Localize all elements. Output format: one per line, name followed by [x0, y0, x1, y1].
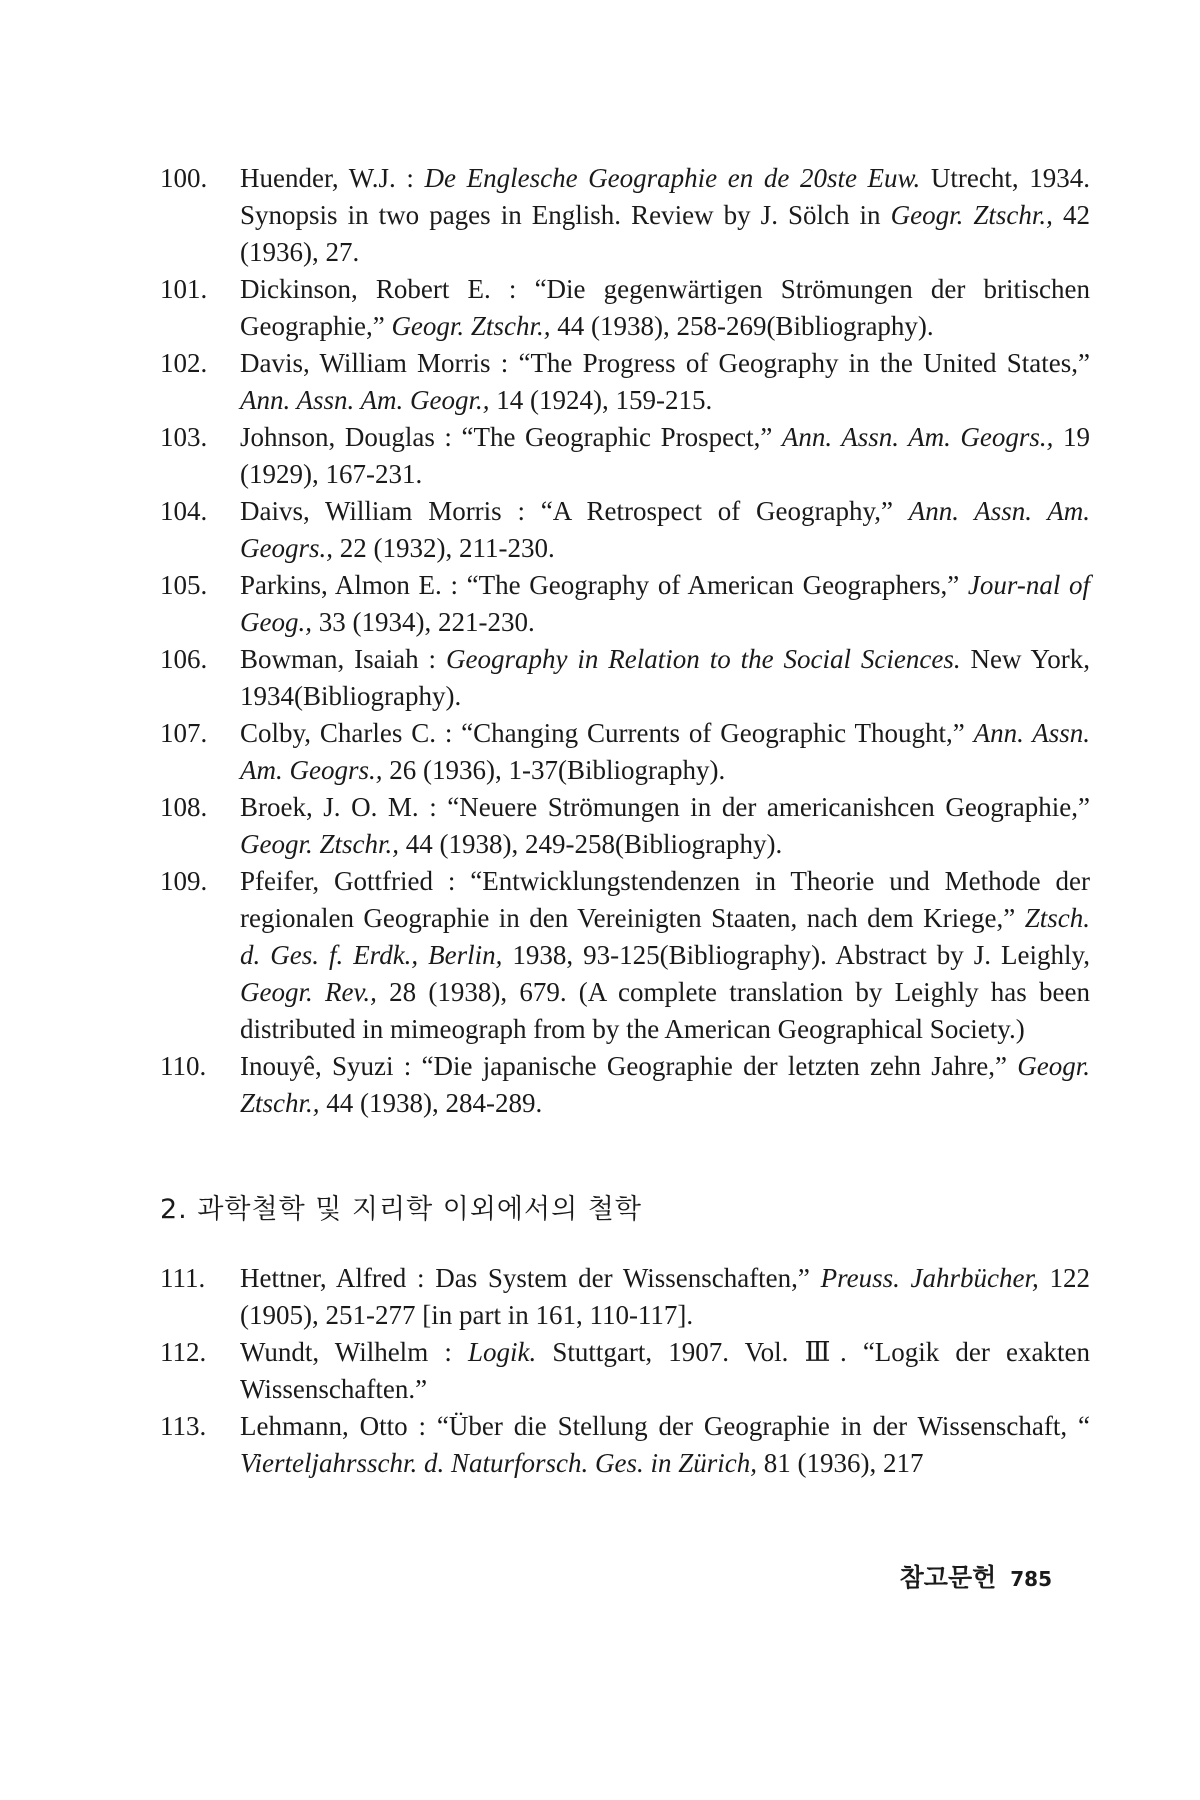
reference-segment: 44 (1938), 258-269(Bibliography).: [550, 311, 934, 341]
reference-segment: 26 (1936), 1-37(Bibliography).: [382, 755, 726, 785]
reference-entry: [160, 715, 1090, 789]
page-number: 785: [1010, 1567, 1052, 1591]
reference-italic-segment: Geogr. Ztschr.,: [890, 200, 1053, 230]
section-heading: 2. 과학철학 및 지리학 이외에서의 철학: [160, 1194, 642, 1225]
reference-number: 104.: [160, 496, 208, 526]
reference-segment: Inouyê, Syuzi : “Die japanische Geographie der letzten zehn Jahre,”: [240, 1051, 1018, 1081]
reference-segment: 44 (1938), 284-289.: [319, 1088, 543, 1118]
reference-list-top: [160, 160, 1090, 1122]
reference-italic-segment: Geogr. Ztschr.,: [391, 311, 551, 341]
reference-segment: 33 (1934), 221-230.: [311, 607, 535, 637]
reference-number: 108.: [160, 792, 208, 822]
reference-text: [240, 493, 1090, 567]
reference-entry: [160, 863, 1090, 1048]
reference-list-bottom: [160, 1260, 1090, 1482]
reference-text: [240, 567, 1090, 641]
reference-entry: [160, 160, 1090, 271]
reference-segment: Daivs, William Morris : “A Retrospect of Geography,”: [240, 496, 909, 526]
reference-text: [240, 271, 1090, 345]
reference-italic-segment: Ann. Assn. Am. Geogrs.,: [781, 422, 1054, 452]
reference-segment: Broek, J. O. M. : “Neuere Strömungen in der americanishcen Geographie,”: [240, 792, 1090, 822]
reference-segment: 1938, 93-125(Bibliography). Abstract by J. Leighly,: [502, 940, 1090, 970]
reference-segment: 122 (1905), 251-277 [in part in 161, 110-117].: [240, 1263, 1090, 1330]
reference-entry: [160, 1260, 1090, 1334]
reference-text: [240, 1408, 1090, 1482]
reference-segment: Utrecht, 1934. Synopsis in two pages in English. Review by J. Sölch in: [240, 163, 1091, 230]
reference-number: 102.: [160, 348, 208, 378]
reference-italic-segment: Ann. Assn. Am. Geogr.,: [240, 385, 490, 415]
reference-segment: Dickinson, Robert E. : “Die gegenwärtigen Strömungen der britischen Geographie,”: [240, 274, 1090, 341]
reference-number: 106.: [160, 644, 208, 674]
reference-text: [240, 345, 1090, 419]
reference-segment: Wundt, Wilhelm :: [240, 1337, 468, 1367]
reference-italic-segment: Geography in Relation to the Social Sciences.: [445, 644, 961, 674]
reference-segment: Lehmann, Otto : “Über die Stellung der Geographie in der Wissenschaft, “: [240, 1411, 1090, 1441]
reference-text: [240, 789, 1090, 863]
reference-segment: Bowman, Isaiah :: [240, 644, 446, 674]
reference-italic-segment: Geogr. Ztschr.,: [240, 829, 400, 859]
reference-number: 103.: [160, 422, 208, 452]
reference-italic-segment: Geogr. Ztschr.,: [240, 1051, 1090, 1118]
reference-segment: 28 (1938), 679. (A complete translation by Leighly has been distributed in mimeograph from by the American Geographical Society.): [240, 977, 1090, 1044]
reference-segment: 19 (1929), 167-231.: [240, 422, 1091, 489]
reference-segment: Colby, Charles C. : “Changing Currents of Geographic Thought,”: [240, 718, 974, 748]
reference-number: 112.: [160, 1337, 207, 1367]
reference-text: [240, 1260, 1090, 1334]
reference-entry: [160, 567, 1090, 641]
reference-entry: [160, 271, 1090, 345]
reference-entry: [160, 1048, 1090, 1122]
reference-number: 107.: [160, 718, 208, 748]
reference-text: [240, 419, 1090, 493]
reference-text: [240, 1048, 1090, 1122]
reference-text: [240, 715, 1090, 789]
reference-text: [240, 1334, 1090, 1408]
reference-italic-segment: Ann. Assn. Am. Geogrs.,: [240, 718, 1090, 785]
reference-italic-segment: Jour-nal of Geog.,: [240, 570, 1091, 637]
reference-segment: Pfeifer, Gottfried : “Entwicklungstendenzen in Theorie und Methode der regionalen Geographie in den Vereinigten Staaten, nach dem Kriege,”: [240, 866, 1090, 933]
reference-italic-segment: Vierteljahrsschr. d. Naturforsch. Ges. in Zürich,: [240, 1448, 758, 1478]
reference-number: 110.: [160, 1051, 207, 1081]
footer-title: 참고문헌: [899, 1563, 997, 1592]
page-footer: [900, 1558, 1052, 1594]
reference-segment: 81 (1936), 217: [757, 1448, 924, 1478]
reference-number: 100.: [160, 163, 208, 193]
reference-segment: 44 (1938), 249-258(Bibliography).: [399, 829, 783, 859]
reference-entry: [160, 1334, 1090, 1408]
reference-number: 101.: [160, 274, 208, 304]
reference-segment: 42 (1936), 27.: [240, 200, 1090, 267]
reference-italic-segment: Ztsch. d. Ges. f. Erdk., Berlin,: [240, 903, 1090, 970]
reference-italic-segment: Ann. Assn. Am. Geogrs.,: [240, 496, 1091, 563]
reference-number: 111.: [160, 1263, 206, 1293]
reference-segment: 14 (1924), 159-215.: [489, 385, 713, 415]
reference-segment: Parkins, Almon E. : “The Geography of American Geographers,”: [240, 570, 968, 600]
reference-segment: Davis, William Morris : “The Progress of Geography in the United States,”: [240, 348, 1090, 378]
reference-segment: Stuttgart, 1907. Vol. Ⅲ. “Logik der exakten Wissenschaften.”: [240, 1337, 1090, 1404]
reference-entry: [160, 345, 1090, 419]
reference-entry: [160, 641, 1090, 715]
reference-italic-segment: Preuss. Jahrbücher,: [820, 1263, 1039, 1293]
reference-italic-segment: De Englesche Geographie en de 20ste Euw.: [424, 163, 921, 193]
reference-number: 105.: [160, 570, 208, 600]
reference-entry: [160, 789, 1090, 863]
reference-text: [240, 160, 1090, 271]
reference-number: 109.: [160, 866, 208, 896]
reference-segment: Huender, W.J. :: [240, 163, 425, 193]
reference-text: [240, 641, 1090, 715]
reference-entry: [160, 1408, 1090, 1482]
reference-entry: [160, 493, 1090, 567]
reference-italic-segment: Logik.: [467, 1337, 537, 1367]
reference-italic-segment: Geogr. Rev.,: [240, 977, 377, 1007]
reference-number: 113.: [160, 1411, 207, 1441]
reference-segment: New York, 1934(Bibliography).: [240, 644, 1090, 711]
reference-segment: Johnson, Douglas : “The Geographic Prospect,”: [240, 422, 782, 452]
reference-segment: 22 (1932), 211-230.: [333, 533, 555, 563]
reference-entry: [160, 419, 1090, 493]
reference-text: [240, 863, 1090, 1048]
reference-segment: Hettner, Alfred : Das System der Wissenschaften,”: [240, 1263, 821, 1293]
